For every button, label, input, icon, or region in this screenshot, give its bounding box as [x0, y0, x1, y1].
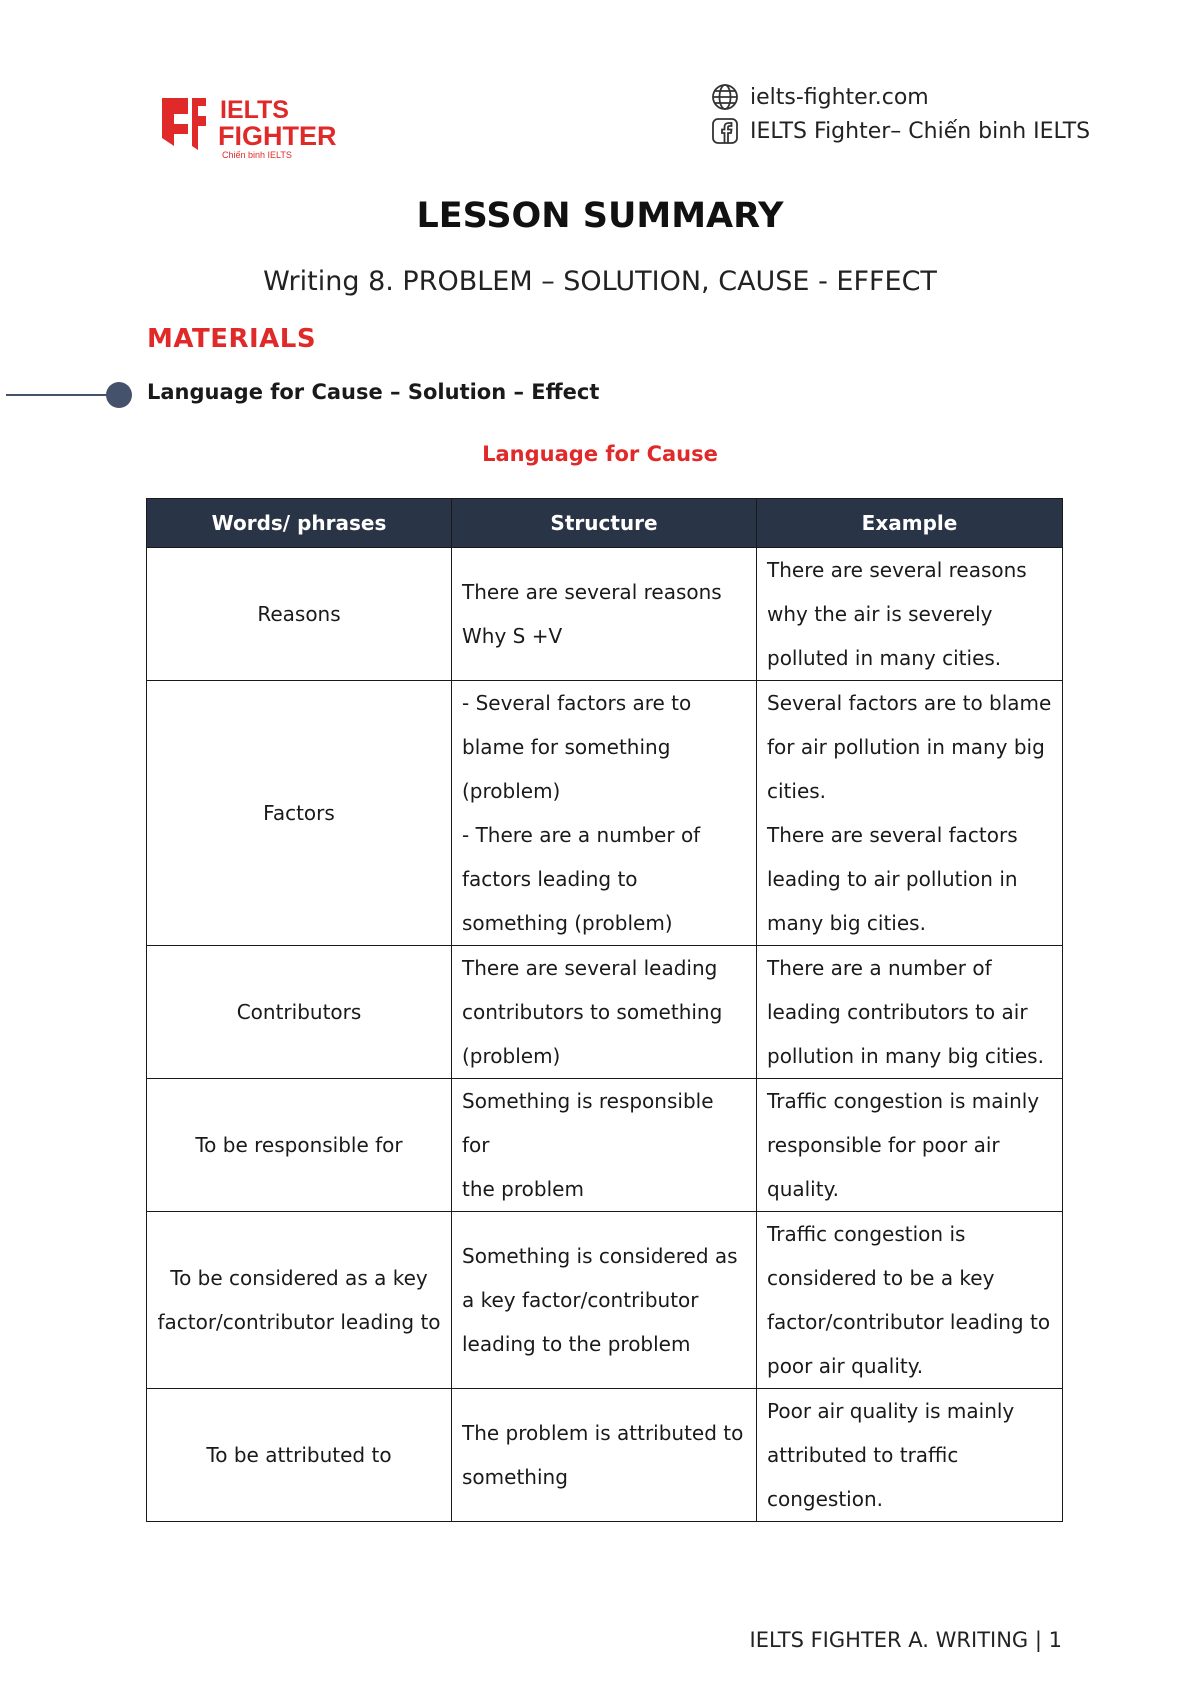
- example-line: polluted in many cities.: [767, 646, 1002, 670]
- facebook-link[interactable]: IELTS Fighter– Chiến binh IELTS: [750, 118, 1091, 144]
- structure-line: (problem): [462, 1044, 561, 1068]
- example-line: Poor air quality is mainly: [767, 1399, 1015, 1423]
- structure-line: - Several factors are to: [462, 691, 692, 715]
- example-line: why the air is severely: [767, 602, 993, 626]
- example-line: Several factors are to blame: [767, 691, 1052, 715]
- example-cell: [757, 681, 1063, 946]
- header-example: Example: [757, 499, 1063, 548]
- section-line-decoration: [6, 394, 120, 396]
- example-cell: [757, 1079, 1063, 1212]
- table-row: [147, 1212, 1063, 1389]
- structure-line: blame for something: [462, 735, 671, 759]
- table-header-row: [147, 499, 1063, 548]
- example-line: for air pollution in many big: [767, 735, 1045, 759]
- structure-line: the problem: [462, 1177, 584, 1201]
- page-footer: IELTS FIGHTER A. WRITING | 1: [749, 1628, 1062, 1652]
- word-text: To be responsible for: [195, 1133, 403, 1157]
- structure-line: leading to the problem: [462, 1332, 691, 1356]
- structure-cell: [452, 946, 757, 1079]
- example-cell: [757, 1389, 1063, 1522]
- language-for-cause-table: [146, 498, 1063, 1522]
- example-cell: [757, 548, 1063, 681]
- word-cell: [147, 681, 452, 946]
- example-line: congestion.: [767, 1487, 883, 1511]
- example-line: attributed to traffic: [767, 1443, 959, 1467]
- structure-line: factors leading to: [462, 867, 638, 891]
- word-text: factor/contributor leading to: [157, 1310, 441, 1334]
- word-text: Factors: [263, 801, 335, 825]
- table-row: [147, 946, 1063, 1079]
- example-line: There are several reasons: [767, 558, 1027, 582]
- structure-line: There are several reasons: [462, 580, 722, 604]
- globe-icon: [708, 80, 742, 114]
- example-line: many big cities.: [767, 911, 926, 935]
- page-subtitle: Writing 8. PROBLEM – SOLUTION, CAUSE - EFFECT: [263, 266, 937, 297]
- example-cell: [757, 946, 1063, 1079]
- structure-cell: [452, 1079, 757, 1212]
- word-text: Contributors: [236, 1000, 362, 1024]
- section-bullet-icon: [106, 382, 132, 408]
- structure-line: Why S +V: [462, 624, 563, 648]
- example-line: There are several factors: [767, 823, 1018, 847]
- example-line: Traffic congestion is: [767, 1222, 966, 1246]
- page-title: LESSON SUMMARY: [416, 196, 784, 236]
- word-cell: [147, 1389, 452, 1522]
- example-line: cities.: [767, 779, 827, 803]
- logo-text-line2: FIGHTER: [218, 121, 337, 151]
- structure-cell: [452, 681, 757, 946]
- header-words-phrases: Words/ phrases: [147, 499, 452, 548]
- structure-line: There are several leading: [462, 956, 718, 980]
- subsection-heading: Language for Cause: [482, 442, 718, 466]
- example-line: Traffic congestion is mainly: [767, 1089, 1040, 1113]
- materials-label: MATERIALS: [147, 324, 317, 354]
- structure-cell: [452, 1389, 757, 1522]
- structure-line: Something is considered as: [462, 1244, 738, 1268]
- word-cell: [147, 1079, 452, 1212]
- section-heading: Language for Cause – Solution – Effect: [147, 380, 600, 404]
- logo-tagline: Chiến binh IELTS: [222, 150, 292, 160]
- table-row: [147, 681, 1063, 946]
- structure-line: - There are a number of: [462, 823, 701, 847]
- header-structure: Structure: [452, 499, 757, 548]
- contact-info: [708, 80, 1090, 148]
- example-line: considered to be a key: [767, 1266, 995, 1290]
- table-row: [147, 548, 1063, 681]
- structure-line: something (problem): [462, 911, 673, 935]
- website-row[interactable]: [708, 80, 1090, 114]
- word-cell: [147, 548, 452, 681]
- word-cell: [147, 946, 452, 1079]
- website-link[interactable]: ielts-fighter.com: [750, 84, 929, 110]
- example-line: leading contributors to air: [767, 1000, 1028, 1024]
- example-line: responsible for poor air: [767, 1133, 1000, 1157]
- table-row: [147, 1389, 1063, 1522]
- table-row: [147, 1079, 1063, 1212]
- structure-line: (problem): [462, 779, 561, 803]
- example-cell: [757, 1212, 1063, 1389]
- word-text: Reasons: [257, 602, 341, 626]
- facebook-row[interactable]: [708, 114, 1090, 148]
- word-cell: [147, 1212, 452, 1389]
- word-text: To be considered as a key: [170, 1266, 428, 1290]
- example-line: quality.: [767, 1177, 839, 1201]
- facebook-icon: [708, 114, 742, 148]
- logo-text-line1: IELTS: [220, 96, 289, 124]
- structure-line: The problem is attributed to: [462, 1421, 744, 1445]
- example-line: pollution in many big cities.: [767, 1044, 1044, 1068]
- ielts-fighter-logo: [160, 94, 350, 164]
- structure-cell: [452, 1212, 757, 1389]
- structure-line: something: [462, 1465, 568, 1489]
- example-line: poor air quality.: [767, 1354, 924, 1378]
- structure-line: Something is responsible for: [462, 1089, 714, 1157]
- word-text: To be attributed to: [206, 1443, 392, 1467]
- example-line: factor/contributor leading to: [767, 1310, 1051, 1334]
- structure-line: a key factor/contributor: [462, 1288, 699, 1312]
- structure-cell: [452, 548, 757, 681]
- structure-line: contributors to something: [462, 1000, 723, 1024]
- example-line: There are a number of: [767, 956, 992, 980]
- example-line: leading to air pollution in: [767, 867, 1018, 891]
